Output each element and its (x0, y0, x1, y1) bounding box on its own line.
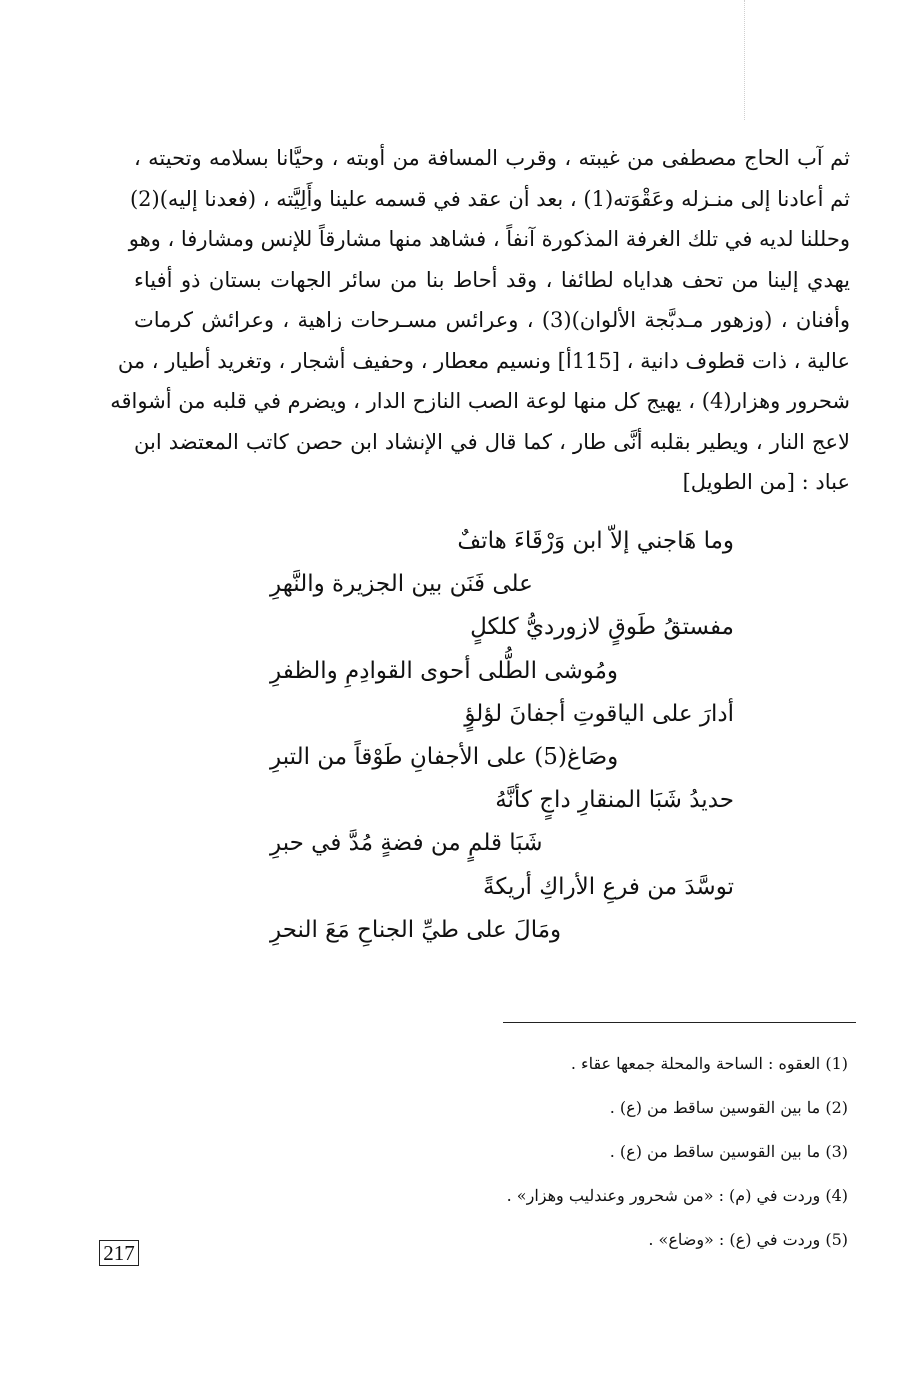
binding-guide-line (744, 0, 745, 120)
footnote-item: (3) ما بين القوسين ساقط من (ع) . (609, 1142, 848, 1161)
prose-line: وحللنا لديه في تلك الغرفة المذكورة آنفاً ، فشاهد منها مشارقاً للإنس ومشارفا ، وهو (128, 227, 850, 251)
prose-line: شحرور وهزار(4) ، يهيج كل منها لوعة الصب النازح الدار ، ويضرم في قلبه من أشواقه (110, 389, 850, 413)
prose-line: عباد : [من الطويل] (682, 470, 850, 494)
prose-line: لاعج النار ، ويطير بقلبه أنَّى طار ، كما قال في الإنشاد ابن حصن كاتب المعتضد ابن (134, 429, 850, 454)
footnote-item: (4) وردت في (م) : «من شحرور وعندليب وهزار» . (506, 1186, 848, 1205)
poem-verse-second-hemistich: وصَاغ(5) على الأجفانِ طَوْقاً من التبرِ (270, 744, 619, 771)
poem-verse-first-hemistich: أدارَ على الياقوتِ أجفانَ لؤلؤٍ (464, 700, 734, 727)
prose-block (110, 138, 851, 503)
poem-verse-first-hemistich: توسَّدَ من فرعِ الأراكِ أريكةً (482, 873, 734, 900)
footnote-separator (503, 1022, 856, 1023)
prose-line: عالية ، ذات قطوف دانية ، [115أ] ونسيم معطار ، وحفيف أشجار ، وتغريد أطيار ، من (117, 348, 850, 373)
footnote-item: (5) وردت في (ع) : «وضاع» . (648, 1230, 848, 1249)
poem-verse-second-hemistich: ومُوشى الطُّلى أحوى القوادِمِ والظفرِ (270, 657, 619, 684)
poem-verse-first-hemistich: حديدُ شَبَا المنقارِ داجٍ كأنَّهُ (495, 787, 734, 814)
poem-verse-second-hemistich: على فَنَن بين الجزيرة والنَّهرِ (270, 571, 533, 598)
footnotes-block (400, 1042, 848, 1262)
poem-verse-first-hemistich: وما هَاجني إلاّ ابن وَرْقَاءَ هاتفٌ (457, 528, 734, 554)
prose-line: ثم أعادنا إلى منـزله وعَقْوَته(1) ، بعد أن عقد في قسمه علينا وأَلِيَّته ، (فعدنا إليه)(2) (129, 186, 850, 211)
footnote-item: (2) ما بين القوسين ساقط من (ع) . (609, 1098, 848, 1117)
poem-verse-second-hemistich: شَبَا قلمٍ من فضةٍ مُدَّ في حبرِ (270, 830, 543, 857)
page-number: 217 (99, 1240, 139, 1266)
poem-verse-second-hemistich: ومَالَ على طيِّ الجناحِ مَعَ النحرِ (270, 916, 562, 943)
prose-line: ثم آب الحاج مصطفى من غيبته ، وقرب المسافة من أوبته ، وحيَّانا بسلامه وتحيته ، (134, 146, 850, 170)
poem-verse-first-hemistich: مفستقُ طَوقٍ لازورديُّ كلكلٍ (470, 614, 734, 641)
poem-block (250, 520, 750, 952)
prose-line: وأفنان ، (وزهور مـدبَّجة الألوان)(3) ، وعرائس مسـرحات زاهية ، وعرائش كرمات (134, 308, 850, 332)
prose-line: يهدي إلينا من تحف هداياه لطائفا ، وقد أحاط بنا من سائر الجهات بستان ذو أفياء (134, 267, 851, 292)
footnote-item: (1) العقوه : الساحة والمحلة جمعها عقاء . (570, 1054, 848, 1073)
